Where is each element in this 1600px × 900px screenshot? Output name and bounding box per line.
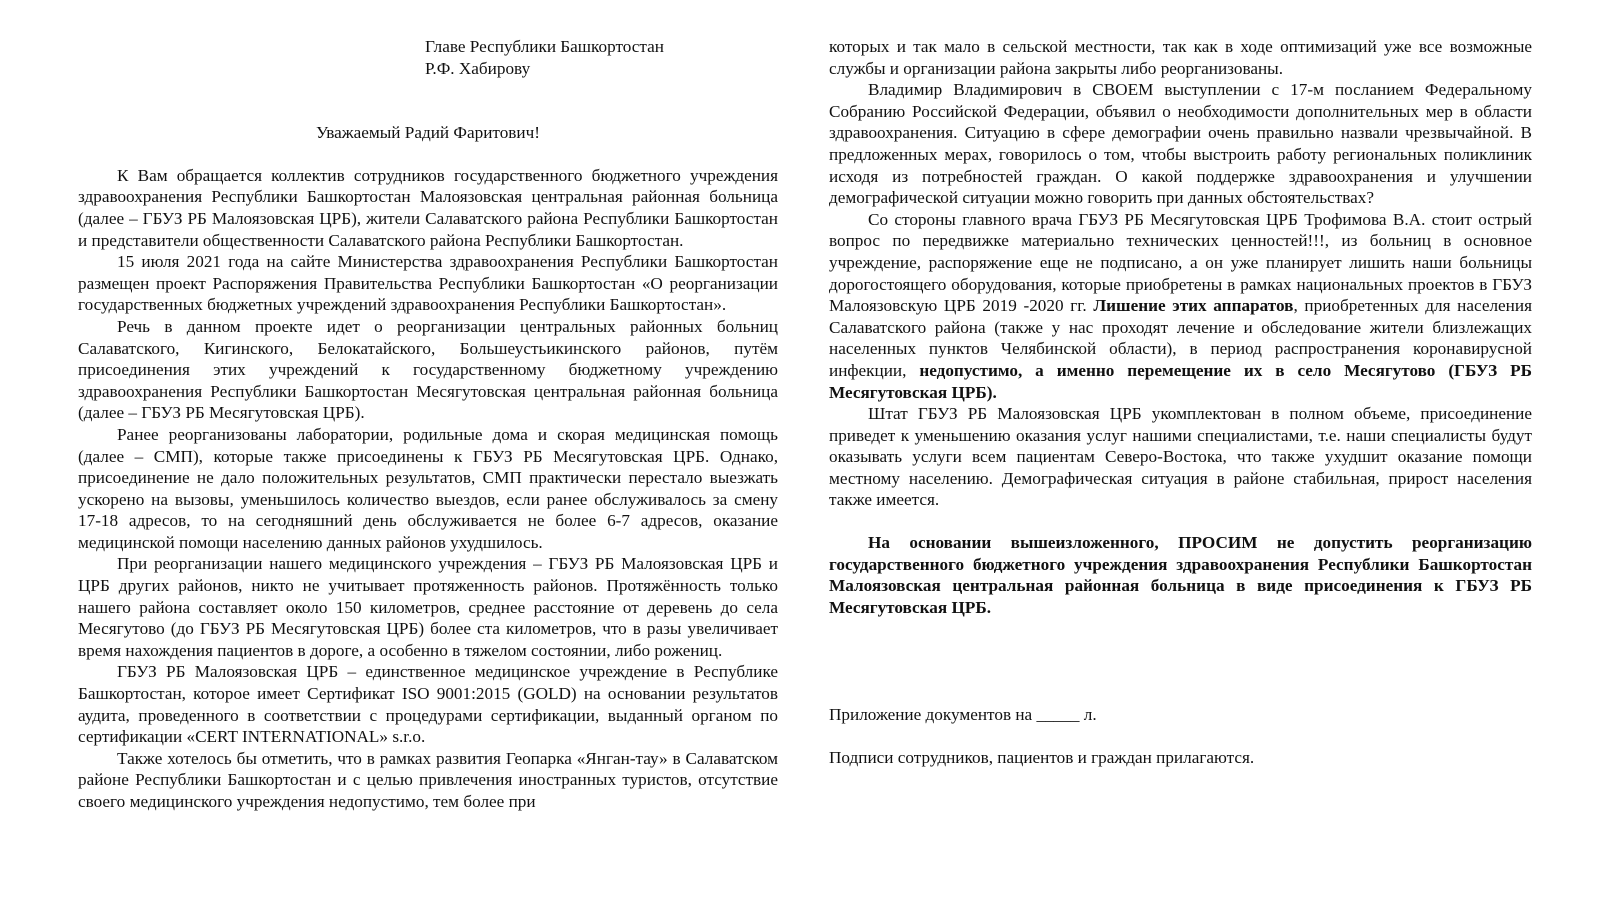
paragraph-federal-address: Владимир Владимирович в СВОЕМ выступлении с 17-м посланием Федеральному Собранию Российской Федерации, объявил о необходимости дополнительных мер в области здравоохранения. Ситуацию в сфере демографии очень правильно назвали чрезвычайной. В предложенных мерах, говорилось о том, чтобы выстроить работу региональных поликлиник исходя из потребностей граждан. О какой поддержке здравоохранения и улучшении демографической ситуации можно говорить при данных обстоятельствах?: [829, 80, 1532, 208]
greeting: Уважаемый Радий Фаритович!: [316, 123, 540, 143]
paragraph-request: [829, 532, 1532, 618]
attachment-line: Приложение документов на _____ л.: [829, 705, 1097, 725]
equipment-bold-2: недопустимо, а именно перемещение их в село Месягутово (ГБУЗ РБ Месягутовская ЦРБ).: [829, 360, 1532, 402]
paragraph-earlier-reorganization: Ранее реорганизованы лаборатории, родильные дома и скорая медицинская помощь (далее – СМП), которые также присоединены к ГБУЗ РБ Месягутовская ЦРБ. Однако, присоединение не дало положительных результатов, СМП практически перестало выезжать ускорено на вызовы, уменьшилось количество выездов, если ранее обслуживалось за смену 17-18 адресов, то на сегодняшний день обслуживается не более 6-7 адресов, оказание медицинской помощи населению данных районов ухудшилось.: [78, 424, 778, 552]
right-column: [829, 36, 1532, 769]
paragraph-reorganization: Речь в данном проекте идет о реорганизации центральных районных больниц Салаватского, Кигинского, Белокатайского, Большеустьикинского районов, путём присоединения этих учреждений к государственному бюджетному учреждению здравоохранения Республики Башкортостан Месягутовская центральная районная больница (далее – ГБУЗ РБ Месягутовская ЦРБ).: [78, 316, 778, 423]
addressee-block: [425, 36, 778, 79]
paragraph-iso-certificate: ГБУЗ РБ Малоязовская ЦРБ – единственное медицинское учреждение в Республике Башкортостан, которое имеет Сертификат ISO 9001:2015 (GOLD) на основании результатов аудита, проведенного в соответствии с процедурами сертификации, выданный органом по сертификации «CERT INTERNATIONAL» s.r.o.: [78, 662, 778, 747]
addressee-line-1: Главе Республики Башкортостан: [425, 37, 664, 56]
paragraph-intro: К Вам обращается коллектив сотрудников государственного бюджетного учреждения здравоохранения Республики Башкортостан Малоязовская центральная районная больница (далее – ГБУЗ РБ Малоязовская ЦРБ), жители Салаватского района Республики Башкортостан и представители общественности Салаватского района Республики Башкортостан.: [78, 165, 778, 250]
equipment-text-2: , приобретенных для населения Салаватского района (также у нас проходят лечение и обследование жители близлежащих населенных пунктов Челябинской области), в период распространения коронавирусной инфекции,: [829, 296, 1532, 380]
paragraph-equipment: [829, 209, 1532, 403]
signatures-line: Подписи сотрудников, пациентов и граждан прилагаются.: [829, 748, 1255, 768]
left-column: [78, 36, 778, 813]
equipment-text-1: Со стороны главного врача ГБУЗ РБ Месягутовская ЦРБ Трофимова В.А. стоит острый вопрос по передвижке материально технических ценностей!!!, из больниц в основное учреждение, распоряжение еще не подписано, а он уже планирует лишить наши больницы дорогостоящего оборудования, которые приобретены в рамках национальных проектов в ГБУЗ Малоязовскую ЦРБ 2019 -2020 гг.: [829, 209, 1532, 316]
paragraph-continuation: которых и так мало в сельской местности, так как в ходе оптимизаций уже все возможные службы и организации района закрыты либо реорганизованы.: [829, 37, 1532, 78]
paragraph-draft-order: 15 июля 2021 года на сайте Министерства здравоохранения Республики Башкортостан размещен проект Распоряжения Правительства Республики Башкортостан «О реорганизации государственных бюджетных учреждений здравоохранения Республики Башкортостан».: [78, 252, 778, 315]
paragraph-district-length: При реорганизации нашего медицинского учреждения – ГБУЗ РБ Малоязовская ЦРБ и ЦРБ других районов, никто не учитывает протяженность районов. Протяжённость только нашего района составляет около 150 километров, среднее расстояние от деревень до села Месягутово (до ГБУЗ РБ Месягутовская ЦРБ) более ста километров, что в разы увеличивает время нахождения пациентов в дороге, а особенно в тяжелом состоянии, либо рожениц.: [78, 554, 778, 660]
equipment-bold-1: Лишение этих аппаратов: [1093, 296, 1294, 316]
paragraph-geopark: Также хотелось бы отметить, что в рамках развития Геопарка «Янган-тау» в Салаватском районе Республики Башкортостан и с целью привлечения иностранных туристов, отсутствие своего медицинского учреждения недопустимо, тем более при: [78, 748, 778, 811]
request-text: На основании вышеизложенного, ПРОСИМ не допустить реорганизацию государственного бюджетного учреждения здравоохранения Республики Башкортостан Малоязовская центральная районная больница в виде присоединения к ГБУЗ РБ Месягутовская ЦРБ.: [829, 533, 1532, 617]
paragraph-staff: Штат ГБУЗ РБ Малоязовская ЦРБ укомплектован в полном объеме, присоединение приведет к уменьшению оказания услуг нашими специалистами, т.е. наши специалисты будут оказывать услуги всем пациентам Северо-Востока, что также ухудшит оказание помощи местному населению. Демографическая ситуация в районе стабильная, прирост населения также имеется.: [829, 404, 1532, 510]
addressee-line-2: Р.Ф. Хабирову: [425, 58, 531, 78]
